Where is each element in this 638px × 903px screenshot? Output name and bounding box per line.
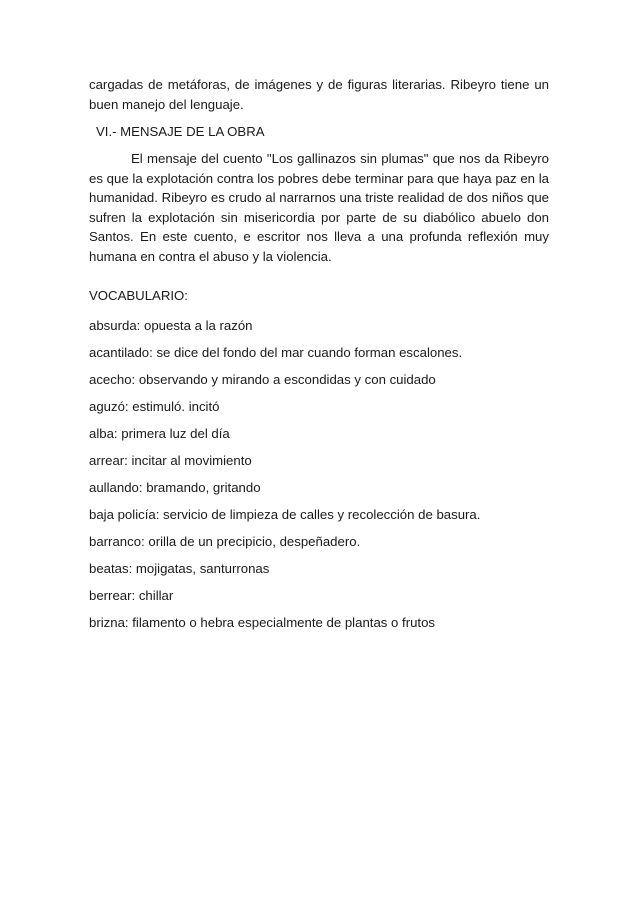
intro-paragraph: cargadas de metáforas, de imágenes y de figuras literarias. Ribeyro tiene un buen manejo del lenguaje.: [89, 77, 549, 112]
section-heading: VI.- MENSAJE DE LA OBRA: [96, 124, 265, 139]
vocabulary-item: brizna: filamento o hebra especialmente de plantas o frutos: [89, 615, 436, 630]
vocabulary-item: alba: primera luz del día: [89, 426, 230, 441]
vocabulary-item: barranco: orilla de un precipicio, despeñadero.: [89, 534, 361, 549]
vocabulary-item: arrear: incitar al movimiento: [89, 453, 252, 468]
vocabulary-item: acantilado: se dice del fondo del mar cuando forman escalones.: [89, 345, 463, 360]
vocabulary-item: beatas: mojigatas, santurronas: [89, 561, 270, 576]
vocabulary-item: berrear: chillar: [89, 588, 174, 603]
vocabulary-item: acecho: observando y mirando a escondidas y con cuidado: [89, 372, 436, 387]
vocabulary-item: absurda: opuesta a la razón: [89, 318, 253, 333]
vocabulary-item: baja policía: servicio de limpieza de calles y recolección de basura.: [89, 507, 481, 522]
vocabulary-item: aguzó: estimuló. incitó: [89, 399, 220, 414]
vocabulary-item: aullando: bramando, gritando: [89, 480, 261, 495]
vocabulary-list: [89, 316, 559, 640]
message-paragraph: El mensaje del cuento "Los gallinazos sin plumas" que nos da Ribeyro es que la explotación contra los pobres debe terminar para que haya paz en la humanidad. Ribeyro es crudo al narrarnos una triste realidad de dos niños que sufren la explotación sin misericordia por parte de su diabólico abuelo don Santos. En este cuento, e escritor nos lleva a una profunda reflexión muy humana en contra el abuso y la violencia.: [89, 151, 549, 264]
vocabulary-title: VOCABULARIO:: [89, 288, 188, 303]
